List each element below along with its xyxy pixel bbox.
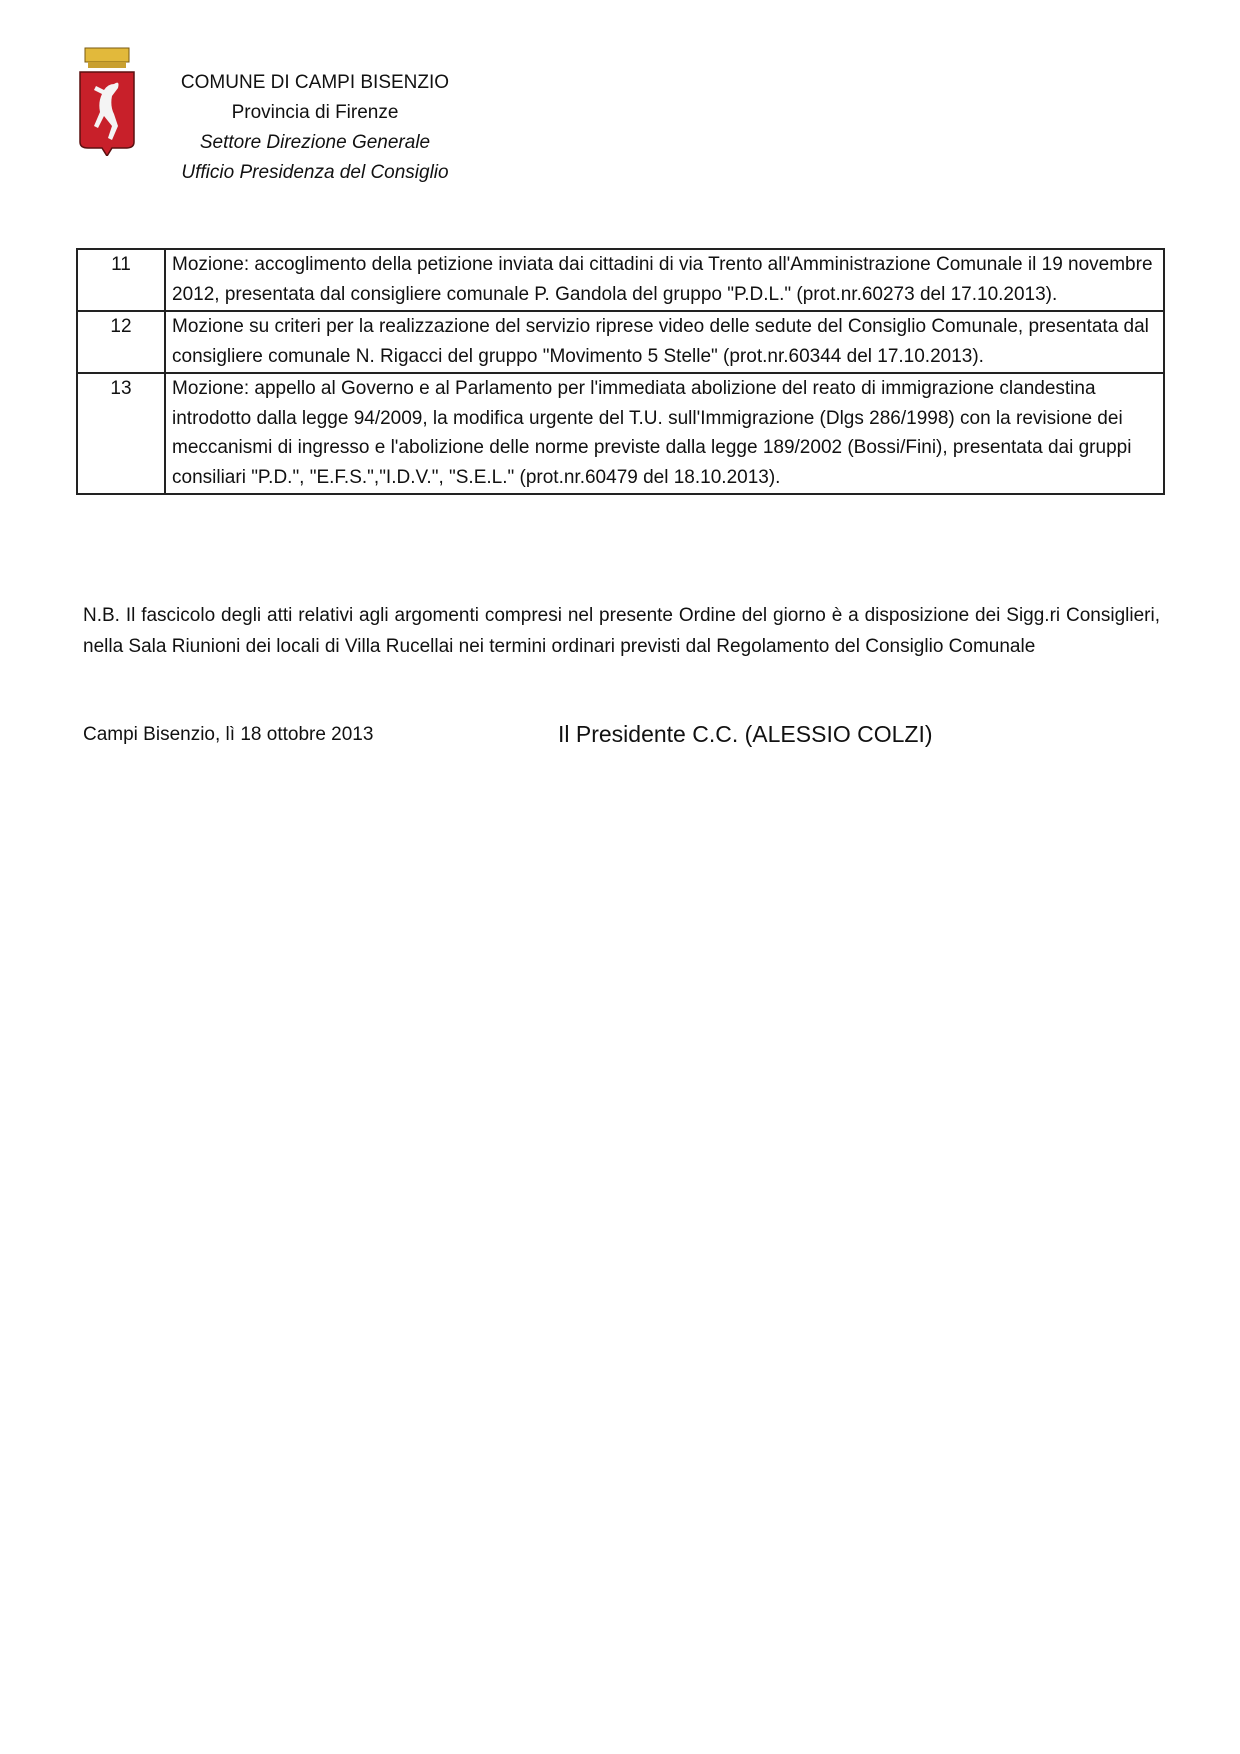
office-name: Ufficio Presidenza del Consiglio bbox=[181, 162, 449, 183]
table-row bbox=[77, 373, 1164, 494]
agenda-table bbox=[76, 248, 1165, 495]
item-number: 13 bbox=[77, 373, 165, 494]
item-text: Mozione: accoglimento della petizione inviata dai cittadini di via Trento all'Amministrazione Comunale il 19 novembre 2012, presentata dal consigliere comunale P. Gandola del gruppo "P.D.L." (prot.nr.60273 del 17.10.2013). bbox=[165, 249, 1164, 311]
note-paragraph: N.B. Il fascicolo degli atti relativi agli argomenti compresi nel presente Ordine del giorno è a disposizione dei Sigg.ri Consiglieri, nella Sala Riunioni dei locali di Villa Rucellai nei termini ordinari previsti dal Regolamento del Consiglio Comunale bbox=[83, 605, 1160, 657]
item-text: Mozione su criteri per la realizzazione del servizio riprese video delle sedute del Consiglio Comunale, presentata dal consigliere comunale N. Rigacci del gruppo "Movimento 5 Stelle" (prot.nr.60344 del 17.10.2013). bbox=[165, 311, 1164, 373]
sector-name: Settore Direzione Generale bbox=[199, 132, 431, 153]
table-row bbox=[77, 249, 1164, 311]
item-number: 12 bbox=[77, 311, 165, 373]
item-text: Mozione: appello al Governo e al Parlamento per l'immediata abolizione del reato di immigrazione clandestina introdotto dalla legge 94/2009, la modifica urgente del T.U. sull'Immigrazione (Dlgs 286/1998) con la revisione dei meccanismi di ingresso e l'abolizione delle norme previste dalla legge 189/2002 (Bossi/Fini), presentata dai gruppi consiliari "P.D.", "E.F.S.","I.D.V.", "S.E.L." (prot.nr.60479 del 18.10.2013). bbox=[165, 373, 1164, 494]
municipality-name: COMUNE DI CAMPI BISENZIO bbox=[180, 72, 450, 93]
province-name: Provincia di Firenze bbox=[231, 102, 399, 123]
signature-line: Il Presidente C.C. (ALESSIO COLZI) bbox=[558, 721, 933, 747]
item-number: 11 bbox=[77, 249, 165, 311]
date-line: Campi Bisenzio, lì 18 ottobre 2013 bbox=[83, 724, 374, 745]
table-row bbox=[77, 311, 1164, 373]
coat-of-arms-logo bbox=[76, 46, 138, 156]
